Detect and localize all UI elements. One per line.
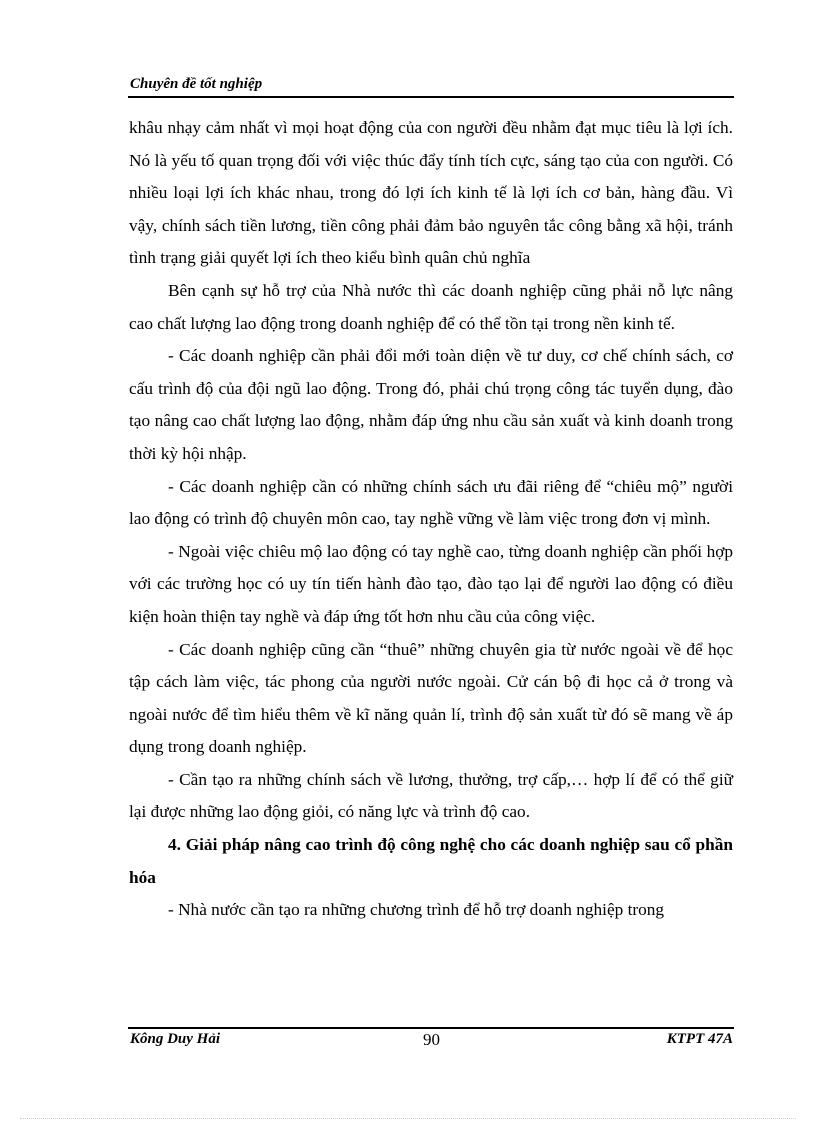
- page-edge-dots: [20, 1118, 796, 1119]
- bullet-paragraph: - Các doanh nghiệp cần phải đổi mới toàn diện về tư duy, cơ chế chính sách, cơ cấu trình độ của đội ngũ lao động. Trong đó, phải chú trọng công tác tuyển dụng, đào tạo nâng cao chất lượng lao động, nhằm đáp ứng nhu cầu sản xuất và kinh doanh trong thời kỳ hội nhập.: [129, 346, 733, 463]
- paragraph: khâu nhạy cảm nhất vì mọi hoạt động của con người đều nhằm đạt mục tiêu là lợi ích. Nó là yếu tố quan trọng đối với việc thúc đẩy tính tích cực, sáng tạo của con người. Có nhiều loại lợi ích khác nhau, trong đó lợi ích kinh tế là lợi ích cơ bản, hàng đầu. Vì vậy, chính sách tiền lương, tiền công phải đảm bảo nguyên tắc công bằng xã hội, tránh tình trạng giải quyết lợi ích theo kiểu bình quân chủ nghĩa: [129, 118, 733, 268]
- bullet-paragraph: - Cần tạo ra những chính sách về lương, thưởng, trợ cấp,… hợp lí để có thể giữ lại được những lao động giỏi, có năng lực và trình độ cao.: [129, 769, 733, 822]
- bullet-paragraph: - Ngoài việc chiêu mộ lao động có tay nghề cao, từng doanh nghiệp cần phối hợp với các trường học có uy tín tiến hành đào tạo, đào tạo lại để người lao động có điều kiện hoàn thiện tay nghề và đáp ứng tốt hơn nhu cầu của công việc.: [129, 541, 733, 626]
- header-title: Chuyên đề tốt nghiệp: [130, 76, 263, 92]
- running-header: [130, 76, 733, 93]
- header-rule: [128, 96, 734, 98]
- section-heading: 4. Giải pháp nâng cao trình độ công nghệ cho các doanh nghiệp sau cổ phần hóa: [129, 835, 733, 887]
- paragraph: Bên cạnh sự hỗ trợ của Nhà nước thì các doanh nghiệp cũng phải nỗ lực nâng cao chất lượng lao động trong doanh nghiệp để có thể tồn tại trong nền kinh tế.: [129, 280, 733, 333]
- bullet-paragraph: - Các doanh nghiệp cần có những chính sách ưu đãi riêng để “chiêu mộ” người lao động có trình độ chuyên môn cao, tay nghề vững về làm việc trong đơn vị mình.: [129, 476, 733, 529]
- page-number: 90: [423, 1030, 440, 1049]
- document-body: [129, 112, 733, 927]
- running-footer: [130, 1031, 733, 1051]
- bullet-paragraph: - Các doanh nghiệp cũng cần “thuê” những chuyên gia từ nước ngoài về để học tập cách làm việc, tác phong của người nước ngoài. Cử cán bộ đi học cả ở trong và ngoài nước để tìm hiểu thêm về kĩ năng quản lí, trình độ sản xuất từ đó sẽ mang về áp dụng trong doanh nghiệp.: [129, 639, 733, 757]
- footer-author: Kông Duy Hải: [130, 1031, 221, 1047]
- footer-rule: [128, 1027, 734, 1029]
- footer-class-code: KTPT 47A: [666, 1031, 733, 1047]
- bullet-paragraph: - Nhà nước cần tạo ra những chương trình để hỗ trợ doanh nghiệp trong: [168, 900, 665, 920]
